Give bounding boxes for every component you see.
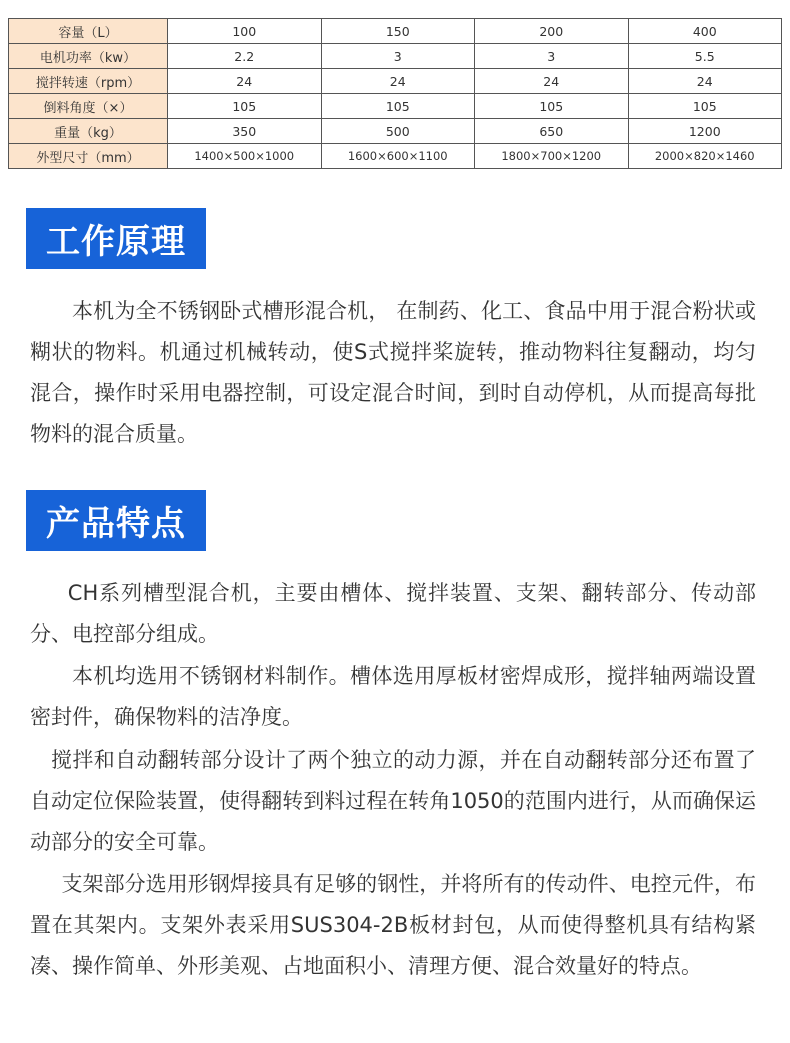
- row-header: 电机功率（kw）: [9, 44, 168, 69]
- table-cell: 105: [321, 94, 475, 119]
- spec-table: [8, 18, 782, 169]
- table-cell: 105: [628, 94, 782, 119]
- table-row: [9, 69, 782, 94]
- principle-paragraph: 本机为全不锈钢卧式槽形混合机， 在制药、化工、食品中用于混合粉状或糊状的物料。机通过机械转动，使S式搅拌桨旋转，推动物料往复翻动，均匀混合，操作时采用电器控制，可设定混合时间，到时自动停机，从而提高每批物料的混合质量。: [30, 299, 756, 446]
- table-cell: 3: [475, 44, 629, 69]
- row-header: 重量（kg）: [9, 119, 168, 144]
- table-cell: 2.2: [168, 44, 322, 69]
- table-cell: 200: [475, 19, 629, 44]
- row-header: 搅拌转速（rpm）: [9, 69, 168, 94]
- table-cell: 1200: [628, 119, 782, 144]
- table-row: [9, 44, 782, 69]
- table-cell: 3: [321, 44, 475, 69]
- row-header: 倒料角度（×）: [9, 94, 168, 119]
- table-row: [9, 19, 782, 44]
- table-cell: 105: [475, 94, 629, 119]
- table-row: [9, 119, 782, 144]
- table-cell: 1800×700×1200: [475, 144, 629, 169]
- table-row: [9, 94, 782, 119]
- table-cell: 24: [321, 69, 475, 94]
- table-cell: 24: [475, 69, 629, 94]
- feature-paragraph: 搅拌和自动翻转部分设计了两个独立的动力源，并在自动翻转部分还布置了自动定位保险装置，使得翻转到料过程在转角1050的范围内进行，从而确保运动部分的安全可靠。: [30, 748, 756, 854]
- feature-paragraph: CH系列槽型混合机，主要由槽体、搅拌装置、支架、翻转部分、传动部分、电控部分组成。: [30, 581, 756, 646]
- table-cell: 24: [628, 69, 782, 94]
- table-cell: 150: [321, 19, 475, 44]
- table-cell: 350: [168, 119, 322, 144]
- section-title-principle: 工作原理: [26, 208, 206, 269]
- table-row: [9, 144, 782, 169]
- row-header: 容量（L）: [9, 19, 168, 44]
- table-cell: 100: [168, 19, 322, 44]
- table-cell: 1600×600×1100: [321, 144, 475, 169]
- table-cell: 650: [475, 119, 629, 144]
- feature-paragraph: 本机均选用不锈钢材料制作。槽体选用厚板材密焊成形，搅拌轴两端设置密封件，确保物料的洁净度。: [30, 664, 756, 729]
- table-cell: 400: [628, 19, 782, 44]
- table-cell: 500: [321, 119, 475, 144]
- feature-paragraph: 支架部分选用形钢焊接具有足够的钢性，并将所有的传动件、电控元件，布置在其架内。支架外表采用SUS304-2B板材封包，从而使得整机具有结构紧凑、操作简单、外形美观、占地面积小、清理方便、混合效量好的特点。: [30, 872, 756, 978]
- table-cell: 24: [168, 69, 322, 94]
- table-cell: 105: [168, 94, 322, 119]
- row-header: 外型尺寸（mm）: [9, 144, 168, 169]
- section-title-features: 产品特点: [26, 490, 206, 551]
- table-cell: 5.5: [628, 44, 782, 69]
- table-cell: 1400×500×1000: [168, 144, 322, 169]
- table-cell: 2000×820×1460: [628, 144, 782, 169]
